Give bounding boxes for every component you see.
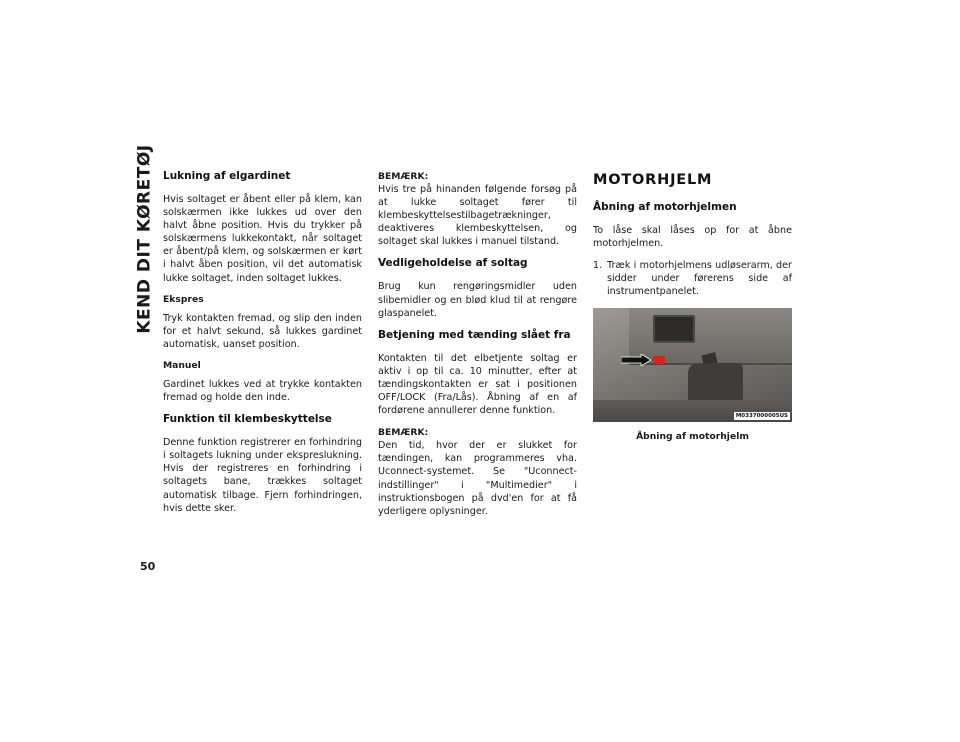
dashboard-slot — [653, 315, 695, 343]
section-side-tab — [132, 144, 158, 334]
label-manuel: Manuel — [163, 359, 201, 371]
heading-funktion-til-klembeskyttelse: Funktion til klembeskyttelse — [163, 413, 332, 426]
column-3 — [593, 170, 792, 442]
column-1 — [163, 170, 362, 524]
column-2 — [378, 170, 577, 527]
step-1-number: 1. — [593, 260, 603, 272]
paragraph-motorhjelm-intro: To låse skal låses op for at åbne motorhjelmen. — [593, 225, 792, 250]
hood-release-lever — [653, 356, 665, 364]
pedal — [688, 363, 743, 403]
paragraph-ekspres: Tryk kontakten fremad, og slip den inden for et halvt sekund, så lukkes gardinet automatisk, uanset position. — [163, 312, 362, 350]
heading-betjening: Betjening med tænding slået fra — [378, 328, 571, 341]
figure-code: M0337000005US — [735, 413, 788, 420]
figure-caption: Åbning af motorhjelm — [636, 431, 749, 443]
arrow-right-icon — [621, 354, 651, 366]
step-1-text: Træk i motorhjelmens udløserarm, der sidder under førerens side af instrumentpanelet. — [607, 260, 792, 298]
paragraph-lukning: Hvis soltaget er åbent eller på klem, kan solskærmen ikke lukkes ud over den halvt åbne position. Hvis du trykker på solskærmens lukkekontakt, når soltaget er åbent/på klem, og solskærmen er kørt i halvt åben position, vil det automatisk lukke soltaget, inden soltaget lukkes. — [163, 194, 362, 284]
heading-lukning-af-elgardinet: Lukning af elgardinet — [163, 170, 291, 182]
hood-release-photo — [593, 308, 792, 422]
paragraph-betjening: Kontakten til det elbetjente soltag er aktiv i op til ca. 10 minutter, efter at tændingskontakten er sat i positionen OFF/LOCK (Fra/Lås). Åbning af en af fordørene annullerer denne funktion. — [378, 352, 577, 417]
note-text-2: Den tid, hvor der er slukket for tændingen, kan programmeres vha. Uconnect-systemet. Se "Uconnect-indstillinger" i "Multimedier" i instruktionsbogen på dvd'en for at få yderligere oplysninger. — [378, 440, 577, 517]
section-side-tab-label: KEND DIT KØRETØJ — [135, 144, 155, 334]
paragraph-klembeskyttelse: Denne funktion registrerer en forhindring i soltagets lukning under ekspreslukning. Hvis der registreres en forhindring i soltagets bane, trækkes soltaget automatisk tilbage. Fjern forhindringen, hvis dette sker. — [163, 437, 362, 514]
page-number: 50 — [140, 560, 156, 573]
label-ekspres: Ekspres — [163, 293, 204, 305]
paragraph-manuel: Gardinet lukkes ved at trykke kontakten fremad og holde den inde. — [163, 378, 362, 404]
heading-vedligeholdelse: Vedligeholdelse af soltag — [378, 257, 528, 270]
note-text-1: Hvis tre på hinanden følgende forsøg på at lukke soltaget fører til klembeskyttelsestilbagetrækninger, deaktiveres klembeskyttelsen, og soltaget skal lukkes i manuel tilstand. — [378, 184, 577, 248]
heading-aabning-af-motorhjelmen: Åbning af motorhjelmen — [593, 201, 737, 213]
note-label-1: BEMÆRK: — [378, 171, 429, 182]
note-label-2: BEMÆRK: — [378, 427, 429, 439]
step-1 — [593, 259, 792, 298]
paragraph-vedligeholdelse: Brug kun rengøringsmidler uden slibemidler og en blød klud til at rengøre glaspanelet. — [378, 281, 577, 319]
section-title-motorhjelm: MOTORHJELM — [593, 172, 713, 188]
